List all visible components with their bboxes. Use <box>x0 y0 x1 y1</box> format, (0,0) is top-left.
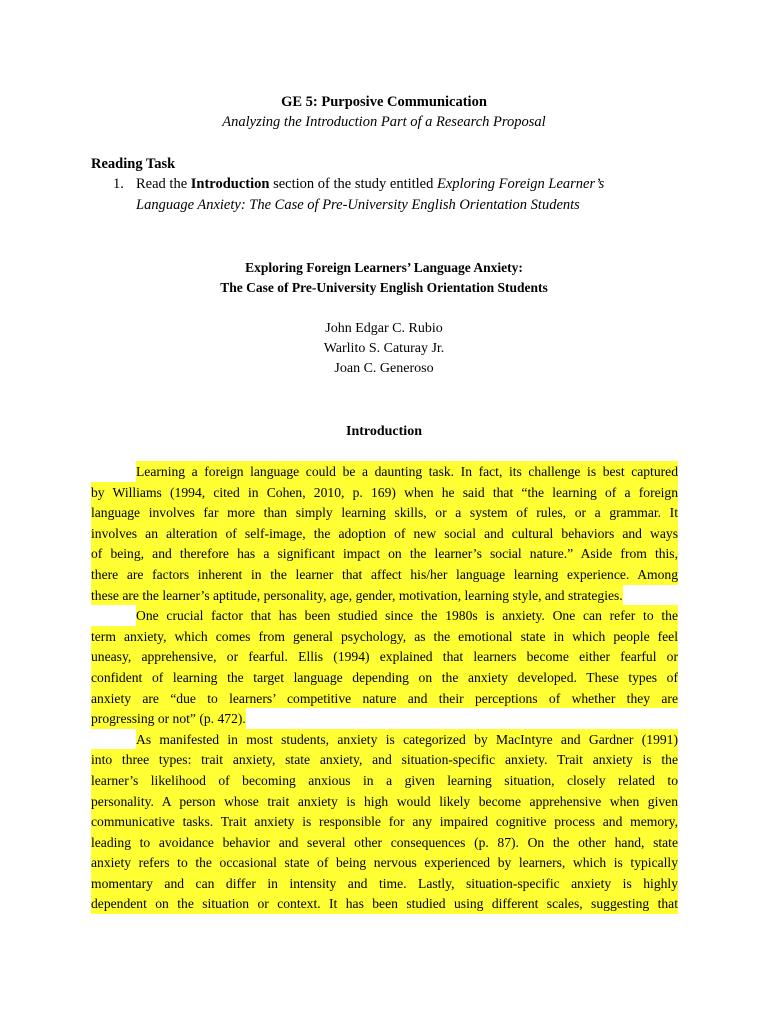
highlighted-text: communicative tasks. Trait anxiety is responsible for any impaired cognitive process and memory, <box>91 811 678 832</box>
paragraph-line <box>91 708 678 729</box>
task-text-middle: section of the study entitled <box>269 176 437 192</box>
study-title <box>0 258 768 298</box>
reading-task-text <box>136 174 673 216</box>
paragraph-line <box>91 770 678 791</box>
introduction-body <box>91 461 678 914</box>
author-name: John Edgar C. Rubio <box>325 321 443 336</box>
highlighted-text: progressing or not” (p. 472). <box>91 708 246 729</box>
paragraph-line <box>91 811 678 832</box>
highlighted-text: dependent on the situation or context. It has been studied using different scales, suggesting that <box>91 893 678 914</box>
task-text-italic-1: Exploring Foreign Learner’s <box>437 176 605 192</box>
author-name: Warlito S. Caturay Jr. <box>323 341 445 356</box>
paragraph-line <box>91 667 678 688</box>
highlighted-text: term anxiety, which comes from general psychology, as the emotional state in which people feel <box>91 626 678 647</box>
paragraph-line <box>91 461 678 482</box>
highlighted-text: language involves far more than simply learning skills, or a system of rules, or a grammar. It <box>91 502 678 523</box>
paragraph-line <box>91 626 678 647</box>
authors-list <box>0 319 768 379</box>
paragraph-line <box>91 646 678 667</box>
highlighted-text: As manifested in most students, anxiety is categorized by MacIntyre and Gardner (1991) <box>136 729 678 750</box>
reading-task-heading: Reading Task <box>91 156 176 172</box>
highlighted-text: leading to avoidance behavior and several other consequences (p. 87). On the other hand, state <box>91 832 678 853</box>
highlighted-text: anxiety are “due to learners’ competitive nature and their perceptions of whether they are <box>91 688 678 709</box>
paragraph-line <box>91 893 678 914</box>
task-text-italic-2: Language Anxiety: The Case of Pre-University English Orientation Students <box>136 197 580 213</box>
highlighted-text: of being, and therefore has a significant impact on the learner’s social nature.” Aside from this, <box>91 543 678 564</box>
highlighted-text: there are factors inherent in the learner that affect his/her language learning experience. Among <box>91 564 678 585</box>
highlighted-text: involves an alteration of self-image, the adoption of new social and cultural behaviors and ways <box>91 523 678 544</box>
highlighted-text: confident of learning the target language depending on the anxiety developed. These types of <box>91 667 678 688</box>
paragraph-line <box>91 749 678 770</box>
highlighted-text: by Williams (1994, cited in Cohen, 2010, p. 169) when he said that “the learning of a foreign <box>91 482 678 503</box>
paragraph-line <box>91 729 678 750</box>
paragraph-line <box>91 585 678 606</box>
paragraph-line <box>91 482 678 503</box>
paragraph-line <box>91 605 678 626</box>
paragraph-line <box>91 502 678 523</box>
introduction-heading: Introduction <box>346 424 422 439</box>
highlighted-text: these are the learner’s aptitude, personality, age, gender, motivation, learning style, and strategies. <box>91 585 623 606</box>
paragraph-line <box>91 523 678 544</box>
paragraph-line <box>91 564 678 585</box>
list-number: 1. <box>113 176 124 192</box>
highlighted-text: into three types: trait anxiety, state anxiety, and situation-specific anxiety. Trait anxiety is the <box>91 749 678 770</box>
highlighted-text: anxiety refers to the occasional state of being nervous experienced by learners, which is typically <box>91 852 678 873</box>
paragraph-line <box>91 543 678 564</box>
highlighted-text: learner’s likelihood of becoming anxious in a given learning situation, closely related to <box>91 770 678 791</box>
paragraph-line <box>91 791 678 812</box>
highlighted-text: momentary and can differ in intensity and time. Lastly, situation-specific anxiety is highly <box>91 873 678 894</box>
highlighted-text: uneasy, apprehensive, or fearful. Ellis (1994) explained that learners become either fearful or <box>91 646 678 667</box>
task-text-bold: Introduction <box>190 176 270 192</box>
highlighted-text: One crucial factor that has been studied since the 1980s is anxiety. One can refer to the <box>136 605 678 626</box>
study-title-line-2: The Case of Pre-University English Orientation Students <box>220 280 548 295</box>
highlighted-text: Learning a foreign language could be a daunting task. In fact, its challenge is best captured <box>136 461 678 482</box>
paragraph-line <box>91 873 678 894</box>
study-title-line-1: Exploring Foreign Learners’ Language Anxiety: <box>245 260 523 275</box>
paragraph-line <box>91 852 678 873</box>
paragraph-line <box>91 688 678 709</box>
paragraph-line <box>91 832 678 853</box>
task-text-prefix: Read the <box>136 176 191 192</box>
author-name: Joan C. Generoso <box>334 361 434 376</box>
course-subtitle: Analyzing the Introduction Part of a Research Proposal <box>222 114 546 130</box>
course-title: GE 5: Purposive Communication <box>281 94 487 110</box>
highlighted-text: personality. A person whose trait anxiety is high would likely become apprehensive when given <box>91 791 678 812</box>
